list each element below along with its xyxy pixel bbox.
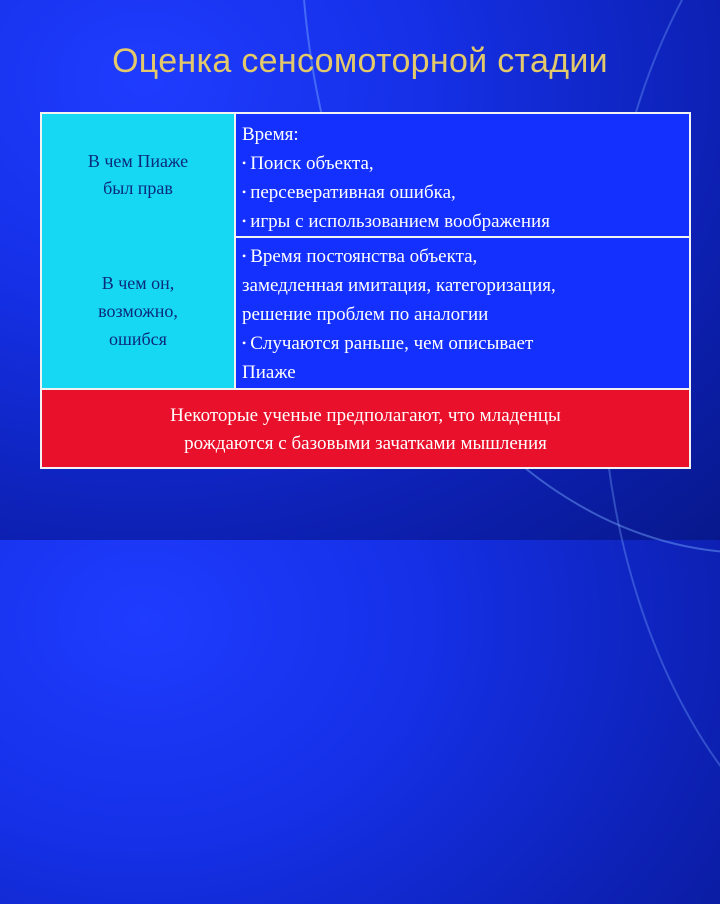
footer-line: рождаются с базовыми зачатками мышления — [184, 433, 547, 454]
row1-label-line: был прав — [103, 178, 173, 198]
row2-line — [242, 300, 689, 329]
row2-label-line: ошибся — [109, 328, 167, 349]
row1-content-cell — [234, 114, 689, 236]
row2-line — [242, 242, 689, 271]
footer-cell — [42, 388, 689, 467]
row1-list-item — [242, 207, 689, 236]
row2-line-text: Время постоянства объекта, — [250, 246, 478, 267]
row2-label-line: возможно, — [98, 301, 178, 322]
row1-heading: Время: — [242, 124, 299, 145]
bullet-icon: • — [242, 185, 247, 199]
footer-line: Некоторые ученые предполагают, что младенцы — [170, 405, 561, 426]
bullet-icon: • — [242, 214, 247, 228]
row2-line-text: Пиаже — [242, 362, 296, 383]
row2-label-line: В чем он, — [101, 273, 175, 294]
row1-list-item — [242, 149, 689, 178]
row1-list-item — [242, 178, 689, 207]
list-item-text: игры с использованием воображения — [250, 211, 550, 232]
bullet-icon: • — [242, 156, 247, 170]
comparison-table — [40, 112, 691, 469]
row1-label-cell — [42, 114, 234, 236]
row2-line — [242, 358, 689, 387]
row2-label-cell — [42, 236, 234, 388]
row2-line — [242, 329, 689, 358]
row2-line-text: замедленная имитация, категоризация, — [242, 275, 556, 296]
list-item-text: Поиск объекта, — [250, 153, 374, 174]
list-item-text: персеверативная ошибка, — [250, 182, 456, 203]
row1-label-line: В чем Пиаже — [87, 151, 189, 171]
row2-line-text: Случаются раньше, чем описывает — [250, 333, 534, 354]
row2-line — [242, 271, 689, 300]
row2-line-text: решение проблем по аналогии — [242, 304, 489, 325]
bullet-icon: • — [242, 249, 247, 263]
row2-content-cell — [234, 236, 689, 388]
bullet-icon: • — [242, 336, 247, 350]
slide-title: Оценка сенсомоторной стадии — [112, 42, 608, 80]
